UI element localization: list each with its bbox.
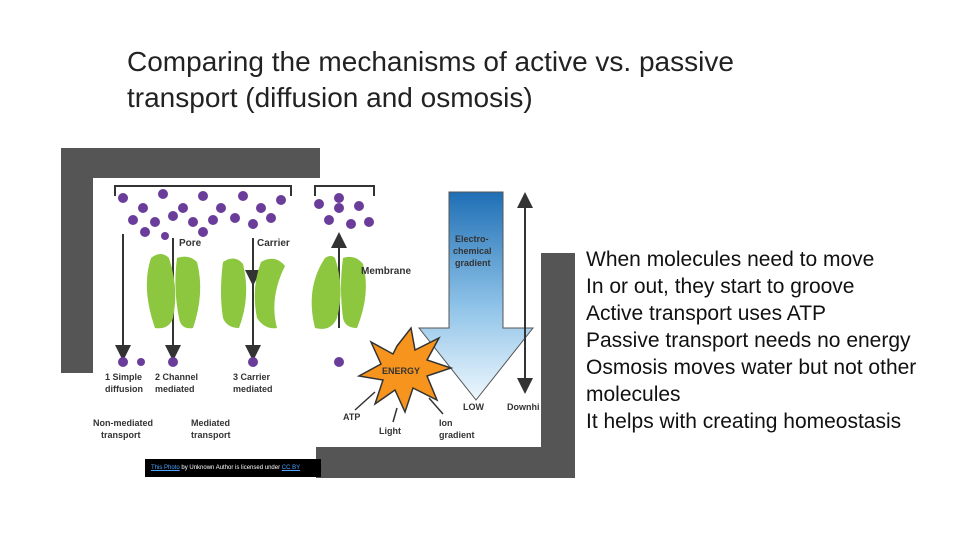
label-energy: ENERGY — [382, 366, 421, 376]
label-channel-1: 2 Channel — [155, 372, 199, 382]
poem-line: Osmosis moves water but not other — [586, 356, 917, 379]
label-gradient-3: gradient — [455, 258, 491, 268]
label-low: LOW — [463, 402, 484, 412]
label-pore: Pore — [179, 238, 202, 249]
label-mediated-1: Mediated — [191, 418, 231, 428]
image-attribution — [145, 459, 321, 477]
attribution-text: by Unknown Author is licensed under — [179, 465, 282, 471]
transport-diagram-svg — [93, 178, 541, 447]
label-carrier: Carrier — [257, 238, 290, 249]
slide-title-line-1: Comparing the mechanisms of active vs. passive — [127, 46, 734, 77]
poem-body — [586, 246, 956, 435]
transport-diagram — [93, 178, 541, 447]
label-atp: ATP — [343, 412, 361, 422]
poem-line: Active transport uses ATP — [586, 302, 827, 325]
membrane-proteins — [121, 254, 366, 329]
label-mediated-2: transport — [191, 430, 231, 440]
label-simple-2: diffusion — [105, 384, 143, 394]
slide-title — [127, 44, 847, 116]
label-gradient-1: Electro- — [455, 234, 489, 244]
attribution-license-link[interactable]: CC BY — [281, 465, 301, 471]
label-carrier-1: 3 Carrier — [233, 372, 271, 382]
label-membrane: Membrane — [361, 266, 412, 277]
slide-title-line-2: transport (diffusion and osmosis) — [127, 82, 533, 113]
label-ion-2: gradient — [439, 430, 475, 440]
label-ion-1: Ion — [439, 418, 453, 428]
label-carrier-2: mediated — [233, 384, 273, 394]
label-gradient-2: chemical — [453, 246, 492, 256]
label-simple-1: 1 Simple — [105, 372, 143, 382]
label-light: Light — [379, 426, 401, 436]
poem-line: It helps with creating homeostasis — [586, 410, 902, 433]
attribution-photo-link[interactable]: This Photo — [151, 465, 180, 471]
label-channel-2: mediated — [155, 384, 195, 394]
label-nonmediated-1: Non-mediated — [93, 418, 154, 428]
label-downhill: Downhi — [507, 402, 540, 412]
bracket-mediated — [315, 186, 374, 196]
poem-line: molecules — [586, 383, 681, 406]
poem-line: In or out, they start to groove — [586, 275, 855, 298]
label-nonmediated-2: transport — [101, 430, 141, 440]
poem-line: When molecules need to move — [586, 248, 875, 271]
poem-line: Passive transport needs no energy — [586, 329, 911, 352]
